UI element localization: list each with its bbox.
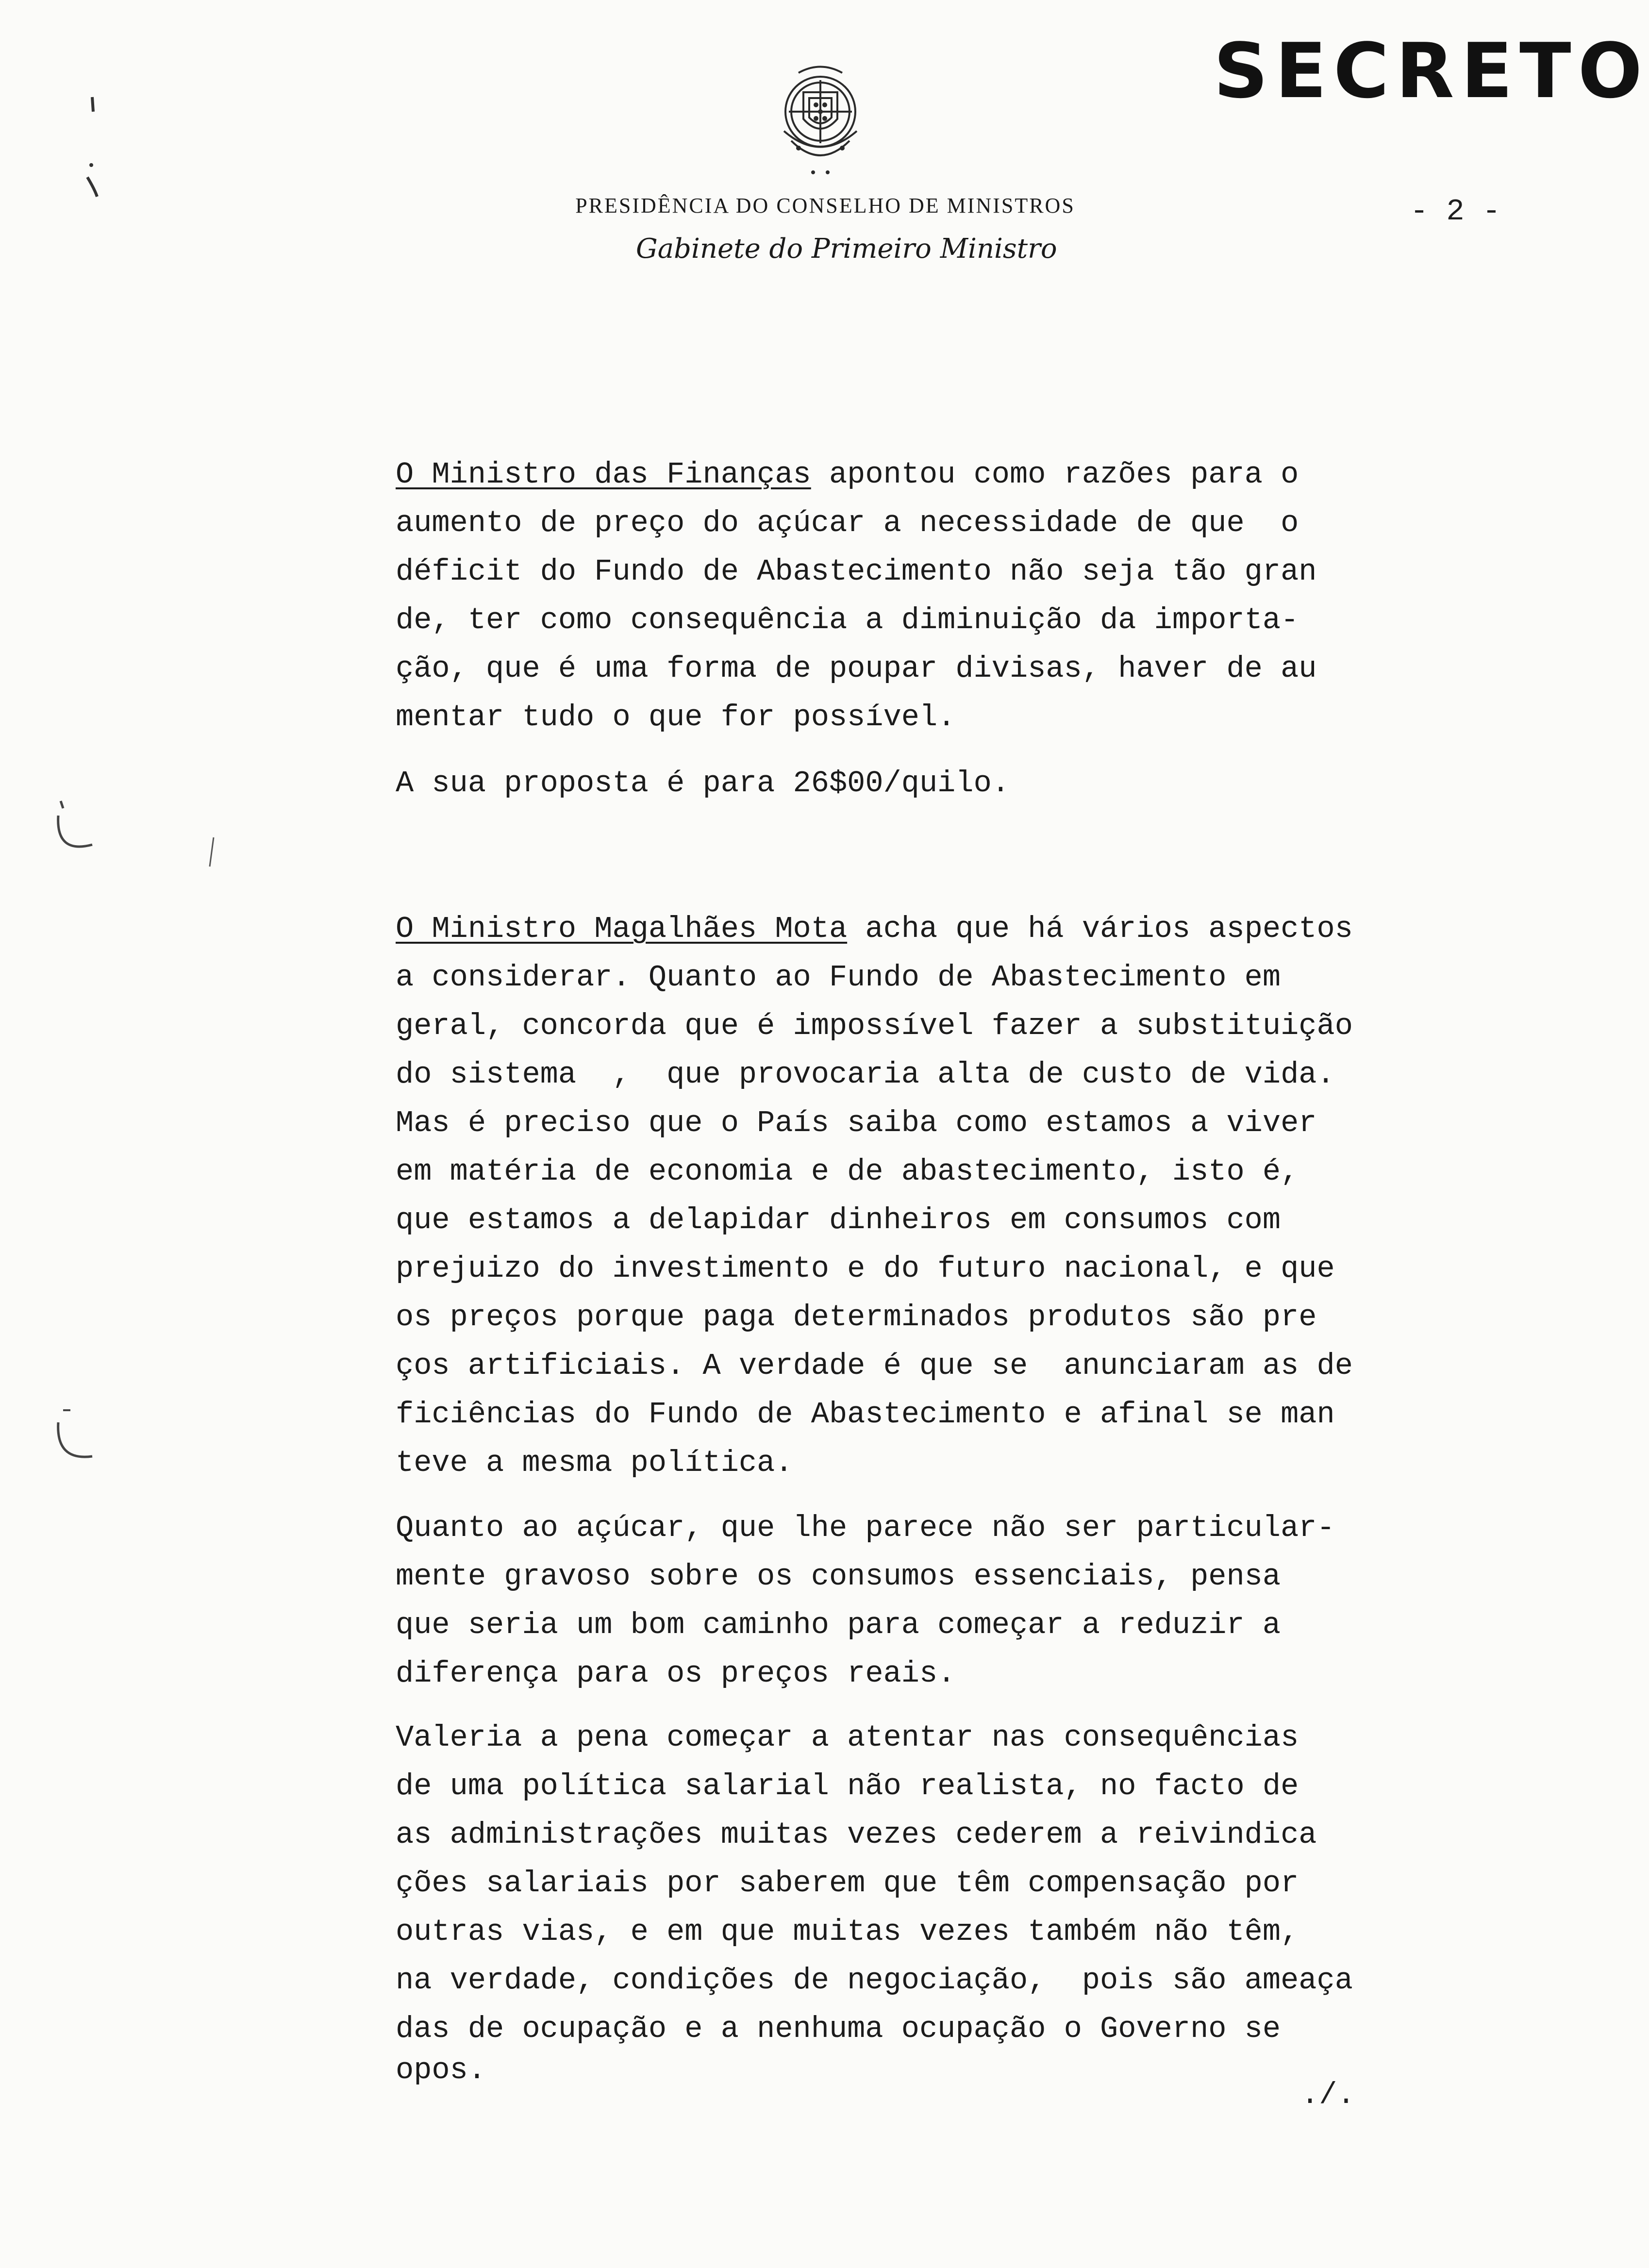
text-line: outras vias, e em que muitas vezes também não têm,	[396, 1915, 1299, 1949]
text-line: ção, que é uma forma de poupar divisas, haver de au	[396, 651, 1317, 686]
speaker-name: O Ministro das Finanças	[396, 457, 811, 492]
office-script-line: Gabinete do Primeiro Ministro	[636, 233, 1057, 265]
text-line: de uma política salarial não realista, no facto de	[396, 1769, 1299, 1803]
page-number: - 2 -	[1410, 194, 1501, 229]
text-line: Mas é preciso que o País saiba como estamos a viver	[396, 1106, 1317, 1140]
text-line: mentar tudo o que for possível.	[396, 700, 956, 734]
punch-hole-mark	[44, 796, 102, 864]
text-line: Valeria a pena começar a atentar nas consequências	[396, 1720, 1299, 1755]
text-line: a considerar. Quanto ao Fundo de Abastecimento em	[396, 960, 1281, 995]
text-line: teve a mesma política.	[396, 1446, 793, 1480]
text-line: em matéria de economia e de abastecimento, isto é,	[396, 1154, 1299, 1189]
organization-header: PRESIDÊNCIA DO CONSELHO DE MINISTROS	[575, 194, 1075, 217]
text-line: prejuizo do investimento e do futuro nacional, e que	[396, 1251, 1335, 1286]
text-line: na verdade, condições de negociação, pois são ameaça	[396, 1963, 1353, 1998]
pencil-mark	[204, 835, 218, 869]
text-line: ficiências do Fundo de Abastecimento e afinal se man	[396, 1397, 1335, 1432]
punch-hole-mark	[44, 1403, 102, 1471]
text-line: A sua proposta é para 26$00/quilo.	[396, 766, 1010, 800]
text-line: diferença para os preços reais.	[396, 1656, 956, 1691]
classification-stamp: SECRETO	[1214, 27, 1649, 115]
text-line: aumento de preço do açúcar a necessidade de que o	[396, 506, 1299, 540]
continuation-mark: ./.	[1301, 2078, 1355, 2112]
text-line: que seria um bom caminho para começar a reduzir a	[396, 1608, 1281, 1642]
text-line: opos.	[396, 2053, 486, 2087]
text-line: as administrações muitas vezes cederem a reivindica	[396, 1818, 1317, 1852]
text-line: das de ocupação e a nenhuma ocupação o Governo se	[396, 2012, 1281, 2046]
text-line: mente gravoso sobre os consumos essenciais, pensa	[396, 1559, 1281, 1594]
paragraph-magalhaes-mota	[396, 905, 1444, 1487]
text-line: que estamos a delapidar dinheiros em consumos com	[396, 1203, 1281, 1237]
margin-marks	[83, 92, 102, 209]
text-line: ços artificiais. A verdade é que se anunciaram as de	[396, 1349, 1353, 1383]
text-line: O Ministro Magalhães Mota acha que há vários aspectos	[396, 912, 1353, 946]
text-line: do sistema , que provocaria alta de custo de vida.	[396, 1057, 1335, 1092]
coat-of-arms-emblem	[765, 58, 876, 184]
text-line: O Ministro das Finanças apontou como razões para o	[396, 457, 1299, 492]
paragraph-wage-policy	[396, 1714, 1444, 2087]
text-line: ções salariais por saberem que têm compensação por	[396, 1866, 1299, 1901]
paragraph-finance-minister	[396, 450, 1444, 742]
paragraph-sugar	[396, 1504, 1444, 1698]
text-line: de, ter como consequência a diminuição da importa-	[396, 603, 1299, 637]
text-line: os preços porque paga determinados produtos são pre	[396, 1300, 1317, 1334]
text-line: déficit do Fundo de Abastecimento não seja tão gran	[396, 554, 1317, 589]
speaker-name: O Ministro Magalhães Mota	[396, 912, 848, 946]
paragraph-proposal	[396, 759, 1444, 808]
text-line: Quanto ao açúcar, que lhe parece não ser particular-	[396, 1511, 1335, 1545]
text-line: geral, concorda que é impossível fazer a substituição	[396, 1009, 1353, 1043]
